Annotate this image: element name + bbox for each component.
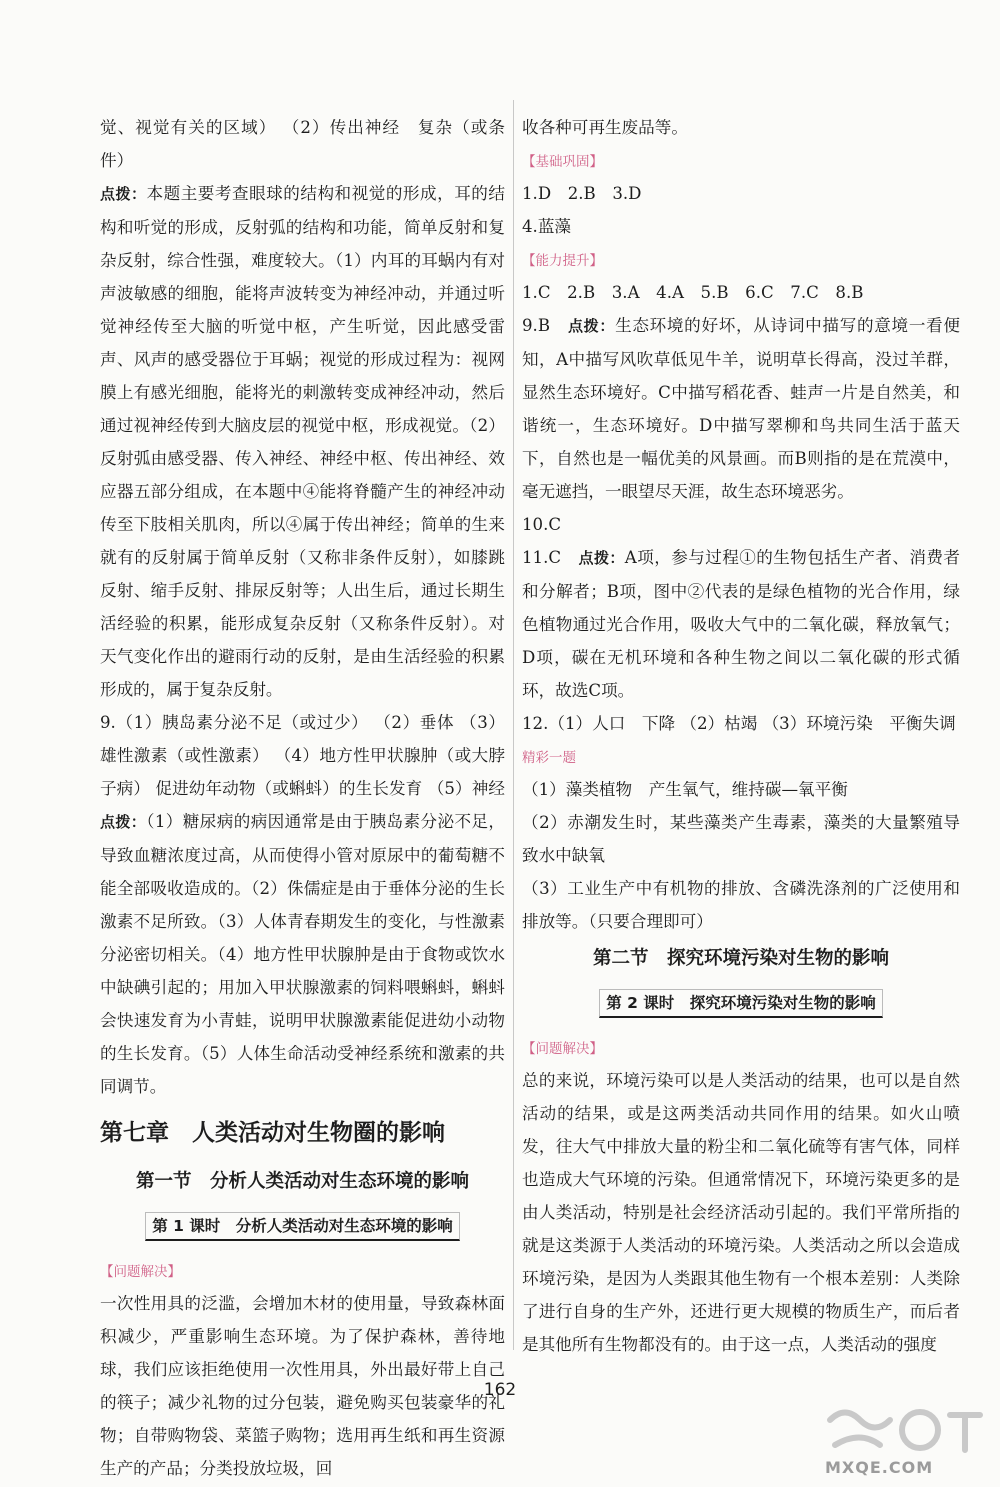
problem-solving-text: 总的来说，环境污染可以是人类活动的结果，也可以是自然活动的结果，或是这两类活动共同作用的结果。如火山喷发，往大气中排放大量的粉尘和二氧化硫等有害气体，同样也造成大气环境的污染。但通常情况下，环境污染更多的是由人类活动，特别是社会经济活动引起的。我们平常所指的就是这类源于人类活动的环境污染。人类活动之所以会造成环境污染，是因为人类跟其他生物有一个根本差别：人类除了进行自身的生产外，还进行更大规模的物质生产，而后者是其他所有生物都没有的。由于这一点，人类活动的强度 bbox=[522, 1071, 960, 1354]
hint-label: 点拨： bbox=[100, 813, 147, 831]
hint-text: 本题主要考查眼球的结构和视觉的形成，耳的结构和听觉的形成，反射弧的结构和功能，简单反射和复杂反射，综合性强，难度较大。（1）内耳的耳蜗内有对声波敏感的细胞，能将声波转变为神经冲动，并通过听觉神经传至大脑的听觉中枢，产生听觉，因此感受雷声、风声的感受器位于耳蜗；视觉的形成过程为：视网膜上有感光细胞，能将光的刺激转变成神经冲动，然后通过视神经传到大脑皮层的视觉中枢，形成视觉。（2）反射弧由感受器、传入神经、神经中枢、传出神经、效应器五部分组成，在本题中④能将脊髓产生的神经冲动传至下肢相关肌肉，所以④属于传出神经；简单的生来就有的反射属于简单反射（又称非条件反射），如膝跳反射、缩手反射、排尿反射等；人出生后，通过长期生活经验的积累，能形成复杂反射（又称条件反射）。对天气变化作出的避雨行动的反射，是由生活经验的积累形成的，属于复杂反射。 bbox=[100, 184, 505, 699]
page-number: 162 bbox=[483, 1380, 517, 1400]
tag-problem-solving: 【问题解决】 bbox=[522, 1041, 603, 1057]
answer-9-text: 9.（1）胰岛素分泌不足（或过少） （2）垂体 （3）雄性激素（或性激素） （4）地方性甲状腺肿（或大脖子病） 促进幼年动物（或蝌蚪）的生长发育 （5）神经 bbox=[100, 713, 505, 798]
ability-answers: 1.C 2.B 3.A 4.A 5.B 6.C 7.C 8.B bbox=[522, 283, 864, 302]
hint-label: 点拨： bbox=[100, 185, 147, 203]
tag-wonderful: 精彩一题 bbox=[522, 750, 576, 766]
basic-answers-2: 4.蓝藻 bbox=[522, 217, 572, 236]
problem-solving-text: 一次性用具的泛滥，会增加木材的使用量，导致森林面积减少，严重影响生态环境。为了保护森林，善待地球，我们应该拒绝使用一次性用具，外出最好带上自己的筷子；减少礼物的过分包装，避免购买包装豪华的礼物；自带购物袋、菜篮子购物；选用再生纸和再生资源生产的产品；分类投放垃圾，回 bbox=[100, 1294, 505, 1478]
ability-answer-11 bbox=[522, 541, 960, 707]
watermark-stroke bbox=[830, 1413, 890, 1428]
ability-answer-12: 12.（1）人口 下降 （2）枯竭 （3）环境污染 平衡失调 bbox=[522, 714, 956, 733]
wonderful-answer-1: （1）藻类植物 产生氧气，维持碳—氧平衡 bbox=[522, 780, 848, 799]
recycle-text: 收各种可再生废品等。 bbox=[522, 118, 688, 137]
tag-ability: 【能力提升】 bbox=[522, 253, 603, 269]
chapter-title: 第七章 人类活动对生物圈的影响 bbox=[100, 1120, 445, 1146]
lesson-title: 第 1 课时 分析人类活动对生态环境的影响 bbox=[145, 1212, 460, 1241]
answer-9 bbox=[100, 706, 505, 1103]
right-column bbox=[522, 111, 960, 1361]
lesson-title-wrap bbox=[100, 1209, 505, 1242]
watermark-stroke bbox=[902, 1412, 938, 1448]
column-divider bbox=[513, 100, 514, 1350]
lesson-title: 第 2 课时 探究环境污染对生物的影响 bbox=[599, 989, 883, 1018]
section-title: 第一节 分析人类活动对生态环境的影响 bbox=[135, 1171, 469, 1192]
hint-label: 点拨： bbox=[568, 317, 616, 335]
ability-answer-9 bbox=[522, 309, 960, 508]
left-column bbox=[100, 111, 505, 1485]
answer-8-tail: 觉、视觉有关的区域） （2）传出神经 复杂（或条件） bbox=[100, 118, 505, 170]
answer-11-hint: A项，参与过程①的生物包括生产者、消费者和分解者；B项，图中②代表的是绿色植物的光合作用，绿色植物通过光合作用，吸收大气中的二氧化碳，释放氧气；D项，碳在无机环境和各种生物之间以二氧化碳的形式循环，故选C项。 bbox=[522, 548, 961, 700]
answer-head: 11.C bbox=[522, 548, 579, 567]
lesson-title-wrap bbox=[522, 986, 960, 1019]
tag-basic: 【基础巩固】 bbox=[522, 154, 603, 170]
watermark-site: MXQE.COM bbox=[825, 1458, 934, 1477]
tag-problem-solving: 【问题解决】 bbox=[100, 1264, 181, 1280]
ability-answer-10: 10.C bbox=[522, 515, 562, 534]
answer-9-hint: （1）糖尿病的病因通常是由于胰岛素分泌不足，导致血糖浓度过高，从而使得小管对原尿中的葡萄糖不能全部吸收造成的。（2）侏儒症是由于垂体分泌的生长激素不足所致。（3）人体青春期发生的变化，与性激素分泌密切相关。（4）地方性甲状腺肿是由于食物或饮水中缺碘引起的；用加入甲状腺激素的饲料喂蝌蚪，蝌蚪会快速发育为小青蛙，说明甲状腺激素能促进幼小动物的生长发育。（5）人体生命活动受神经系统和激素的共同调节。 bbox=[100, 812, 505, 1096]
wonderful-answer-2: （2）赤潮发生时，某些藻类产生毒素，藻类的大量繁殖导致水中缺氧 bbox=[522, 813, 960, 865]
watermark-stroke bbox=[950, 1415, 980, 1450]
answer-9-hint: 生态环境的好坏，从诗词中描写的意境一看便知，A中描写风吹草低见牛羊，说明草长得高，没过羊群，显然生态环境好。C中描写稻花香、蛙声一片是自然美，和谐统一，生态环境好。D中描写翠柳和鸟共同生活于蓝天下，自然也是一幅优美的风景画。而B则指的是在荒漠中，毫无遮挡，一眼望尽天涯，故生态环境恶劣。 bbox=[522, 316, 960, 501]
hint-label: 点拨： bbox=[578, 549, 625, 567]
wonderful-answer-3: （3）工业生产中有机物的排放、含磷洗涤剂的广泛使用和排放等。（只要合理即可） bbox=[522, 879, 960, 931]
section-title: 第二节 探究环境污染对生物的影响 bbox=[592, 948, 889, 969]
watermark-stroke bbox=[835, 1438, 880, 1446]
answer-head: 9.B bbox=[522, 316, 568, 335]
answer-8-hint bbox=[100, 177, 505, 706]
basic-answers-1: 1.D 2.B 3.D bbox=[522, 184, 642, 203]
